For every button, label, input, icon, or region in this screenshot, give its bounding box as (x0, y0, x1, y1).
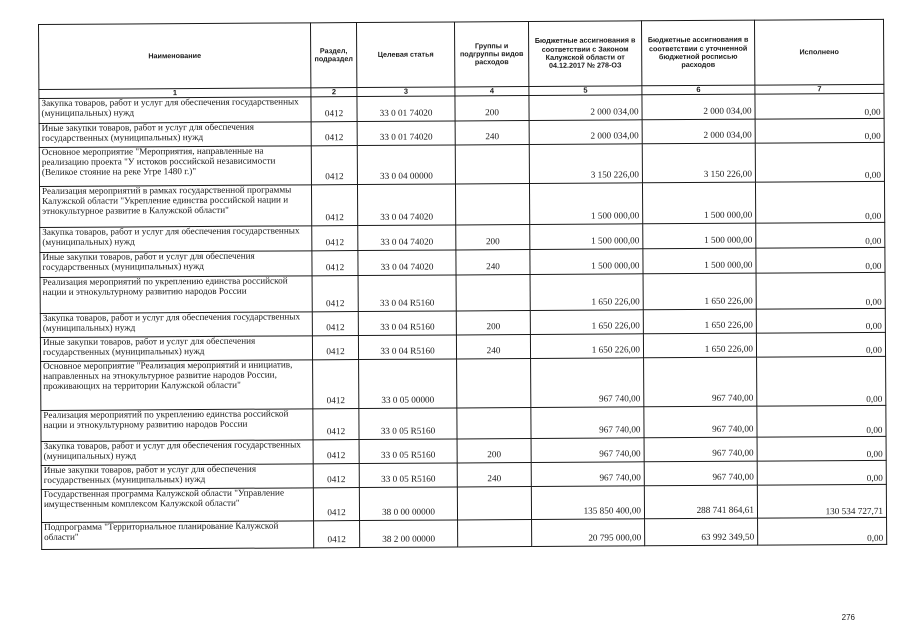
row-refined-allocation: 967 740,00 (644, 437, 757, 462)
row-name-text: Государственная программа Калужской области "Управление имущественным комплексом Калужской области" (43, 487, 285, 509)
column-number: 7 (755, 84, 884, 94)
row-executed: 0,00 (758, 517, 887, 545)
row-name (40, 312, 312, 338)
row-refined-allocation: 1 650 226,00 (643, 273, 756, 310)
table-row (39, 142, 884, 186)
column-number: 6 (642, 85, 755, 95)
row-section: 0412 (312, 276, 358, 312)
row-target: 33 0 04 74020 (358, 225, 456, 251)
row-name (40, 226, 312, 253)
header-row (39, 19, 884, 89)
row-group (458, 519, 532, 546)
row-group: 200 (455, 96, 529, 121)
row-section: 0412 (313, 360, 359, 409)
row-law-allocation: 967 740,00 (531, 438, 644, 463)
row-name-text: Реализация мероприятий по укреплению единства российской нации и этнокультурному развитию народов России (43, 408, 289, 430)
row-group: 240 (456, 334, 530, 358)
row-name-text: Иные закупки товаров, работ и услуг для обеспечения государственных (муниципальных) нужд (42, 250, 255, 272)
row-target: 33 0 04 74020 (358, 250, 456, 276)
row-refined-allocation: 1 500 000,00 (643, 248, 756, 274)
row-name (39, 185, 311, 228)
table-row (41, 405, 886, 441)
row-name-text: Закупка товаров, работ и услуг для обеспечения государственных (муниципальных) нужд (43, 439, 301, 461)
header-section: Раздел, подраздел (310, 23, 356, 88)
row-group: 240 (455, 121, 529, 145)
row-refined-allocation: 1 500 000,00 (642, 182, 755, 224)
row-executed: 0,00 (755, 118, 884, 143)
table-row (42, 517, 887, 549)
row-section: 0412 (311, 97, 357, 122)
row-group: 240 (456, 249, 530, 274)
row-executed: 0,00 (755, 93, 884, 119)
row-group: 200 (456, 310, 530, 334)
row-refined-allocation: 63 992 349,50 (645, 518, 758, 546)
row-name (40, 251, 312, 278)
row-refined-allocation: 967 740,00 (644, 461, 757, 486)
row-name-text: Закупка товаров, работ и услуг для обеспечения государственных (муниципальных) нужд (42, 311, 301, 333)
header-target: Целевая статья (356, 22, 454, 88)
header-name: Наименование (39, 23, 311, 90)
row-executed: 0,00 (756, 272, 885, 309)
row-law-allocation: 135 850 400,00 (531, 486, 644, 520)
row-executed: 0,00 (757, 356, 886, 406)
row-name-text: Иные закупки товаров, работ и услуг для обеспечения государственных (муниципальных) нужд (41, 121, 254, 143)
row-target: 33 0 04 R5160 (358, 335, 456, 360)
row-group (457, 358, 531, 407)
row-refined-allocation: 288 741 864,61 (644, 485, 757, 519)
row-refined-allocation: 967 740,00 (644, 406, 757, 438)
row-law-allocation: 20 795 000,00 (532, 519, 645, 547)
row-name-text: Иные закупки товаров, работ и услуг для обеспечения государственных (муниципальных) нужд (42, 335, 256, 357)
row-target: 33 0 05 R5160 (359, 439, 457, 464)
row-name-text: Основное мероприятие "Мероприятия, направленные на реализацию проекта "У истоков российской независимости (Великое стояние на реке Угре 1480 г.)" (41, 145, 276, 177)
row-name-text: Иные закупки товаров, работ и услуг для обеспечения государственных (муниципальных) нужд (43, 463, 257, 485)
row-name (41, 488, 313, 523)
row-executed: 0,00 (756, 332, 885, 357)
row-name (39, 122, 311, 148)
row-refined-allocation: 1 500 000,00 (643, 223, 756, 249)
row-refined-allocation: 967 740,00 (644, 357, 757, 407)
column-number: 2 (311, 88, 357, 97)
row-law-allocation: 1 500 000,00 (529, 183, 642, 225)
row-name (41, 440, 313, 466)
row-name (42, 521, 314, 550)
table-row (40, 272, 885, 313)
row-target: 33 0 04 00000 (357, 145, 455, 185)
header-law-allocations: Бюджетные ассигнования в соответствии с Законом Калужской области от 04.12.2017 № 278-ОЗ (528, 21, 641, 87)
row-name (39, 97, 311, 124)
column-number: 1 (39, 88, 311, 99)
row-law-allocation: 967 740,00 (531, 462, 644, 487)
row-executed: 0,00 (757, 405, 886, 437)
row-section: 0412 (311, 146, 357, 185)
row-section: 0412 (311, 122, 357, 146)
row-target: 33 0 01 74020 (357, 121, 455, 146)
row-law-allocation: 1 650 226,00 (530, 274, 643, 311)
header-groups: Группы и подгруппы видов расходов (454, 22, 528, 87)
row-executed: 0,00 (756, 247, 885, 273)
row-target: 33 0 04 R5160 (358, 275, 456, 312)
row-target: 33 0 01 74020 (357, 96, 455, 122)
row-target: 33 0 04 R5160 (358, 311, 456, 336)
row-refined-allocation: 1 650 226,00 (643, 333, 756, 358)
row-name-text: Основное мероприятие "Реализация мероприятий и инициатив, направленных на этнокультурное развитие народов России, проживающих на территории Калужской области" (43, 359, 293, 391)
row-group (457, 486, 531, 519)
row-refined-allocation: 2 000 034,00 (642, 119, 755, 144)
row-section: 0412 (313, 409, 359, 440)
row-group (457, 407, 531, 438)
row-executed: 0,00 (757, 436, 886, 461)
row-target: 33 0 05 R5160 (359, 463, 457, 488)
row-executed: 130 534 727,71 (757, 484, 886, 518)
row-target: 38 0 00 00000 (359, 487, 457, 521)
table-row (41, 484, 886, 522)
row-executed: 0,00 (755, 142, 884, 182)
row-law-allocation: 967 740,00 (531, 407, 644, 439)
row-name (39, 146, 311, 187)
row-law-allocation: 3 150 226,00 (529, 144, 642, 184)
row-target: 33 0 05 00000 (359, 359, 457, 409)
page-number: 276 (841, 613, 855, 622)
row-executed: 0,00 (756, 222, 885, 248)
row-target: 38 2 00 00000 (360, 520, 458, 548)
table-row (41, 356, 886, 410)
row-section: 0412 (314, 521, 360, 548)
budget-table (38, 19, 887, 550)
row-section: 0412 (313, 488, 359, 521)
row-section: 0412 (312, 251, 358, 276)
row-name (41, 409, 313, 442)
row-section: 0412 (312, 336, 358, 360)
header-executed: Исполнено (754, 19, 883, 85)
row-group: 200 (457, 438, 531, 462)
row-name-text: Закупка товаров, работ и услуг для обеспечения государственных (муниципальных) нужд (42, 225, 300, 247)
row-law-allocation: 2 000 034,00 (529, 120, 642, 145)
row-law-allocation: 967 740,00 (531, 358, 644, 408)
table-body (39, 93, 887, 549)
row-law-allocation: 1 650 226,00 (530, 310, 643, 335)
header-refined-allocations: Бюджетные ассигнования в соответствии с уточненной бюджетной росписью расходов (641, 20, 754, 86)
row-group: 200 (456, 224, 530, 249)
row-executed: 0,00 (756, 308, 885, 333)
row-law-allocation: 1 500 000,00 (530, 249, 643, 275)
row-section: 0412 (311, 185, 357, 226)
row-name-text: Реализация мероприятий по укреплению единства российской нации и этнокультурному развитию народов России (42, 275, 288, 297)
row-group: 240 (457, 462, 531, 486)
row-name-text: Закупка товаров, работ и услуг для обеспечения государственных (муниципальных) нужд (41, 96, 299, 118)
column-number: 3 (357, 87, 455, 97)
row-name-text: Подпрограмма "Территориальное планирование Калужской области" (44, 520, 279, 542)
row-refined-allocation: 2 000 034,00 (642, 94, 755, 120)
row-law-allocation: 1 500 000,00 (530, 224, 643, 250)
row-law-allocation: 1 650 226,00 (530, 334, 643, 359)
row-refined-allocation: 1 650 226,00 (643, 309, 756, 334)
row-executed: 0,00 (755, 181, 884, 223)
row-group (455, 145, 529, 184)
row-executed: 0,00 (757, 460, 886, 485)
row-name (40, 276, 312, 314)
row-name (40, 336, 312, 362)
row-target: 33 0 04 74020 (357, 184, 455, 226)
row-name-text: Реализация мероприятий в рамках государственной программы Калужской области "Укрепление единства российской нации и этнокультурное развитие в Калужской области" (41, 184, 292, 216)
row-law-allocation: 2 000 034,00 (529, 95, 642, 121)
row-group (455, 184, 529, 225)
row-section: 0412 (312, 312, 358, 336)
row-group (456, 274, 530, 310)
row-section: 0412 (313, 464, 359, 488)
row-section: 0412 (312, 226, 358, 251)
row-name (41, 464, 313, 490)
row-name (41, 360, 313, 411)
table-row (39, 181, 884, 227)
column-number: 4 (455, 87, 529, 96)
row-target: 33 0 05 R5160 (359, 408, 457, 440)
row-section: 0412 (313, 440, 359, 464)
budget-table-sheet (38, 19, 886, 550)
row-refined-allocation: 3 150 226,00 (642, 143, 755, 183)
column-number: 5 (529, 86, 642, 96)
